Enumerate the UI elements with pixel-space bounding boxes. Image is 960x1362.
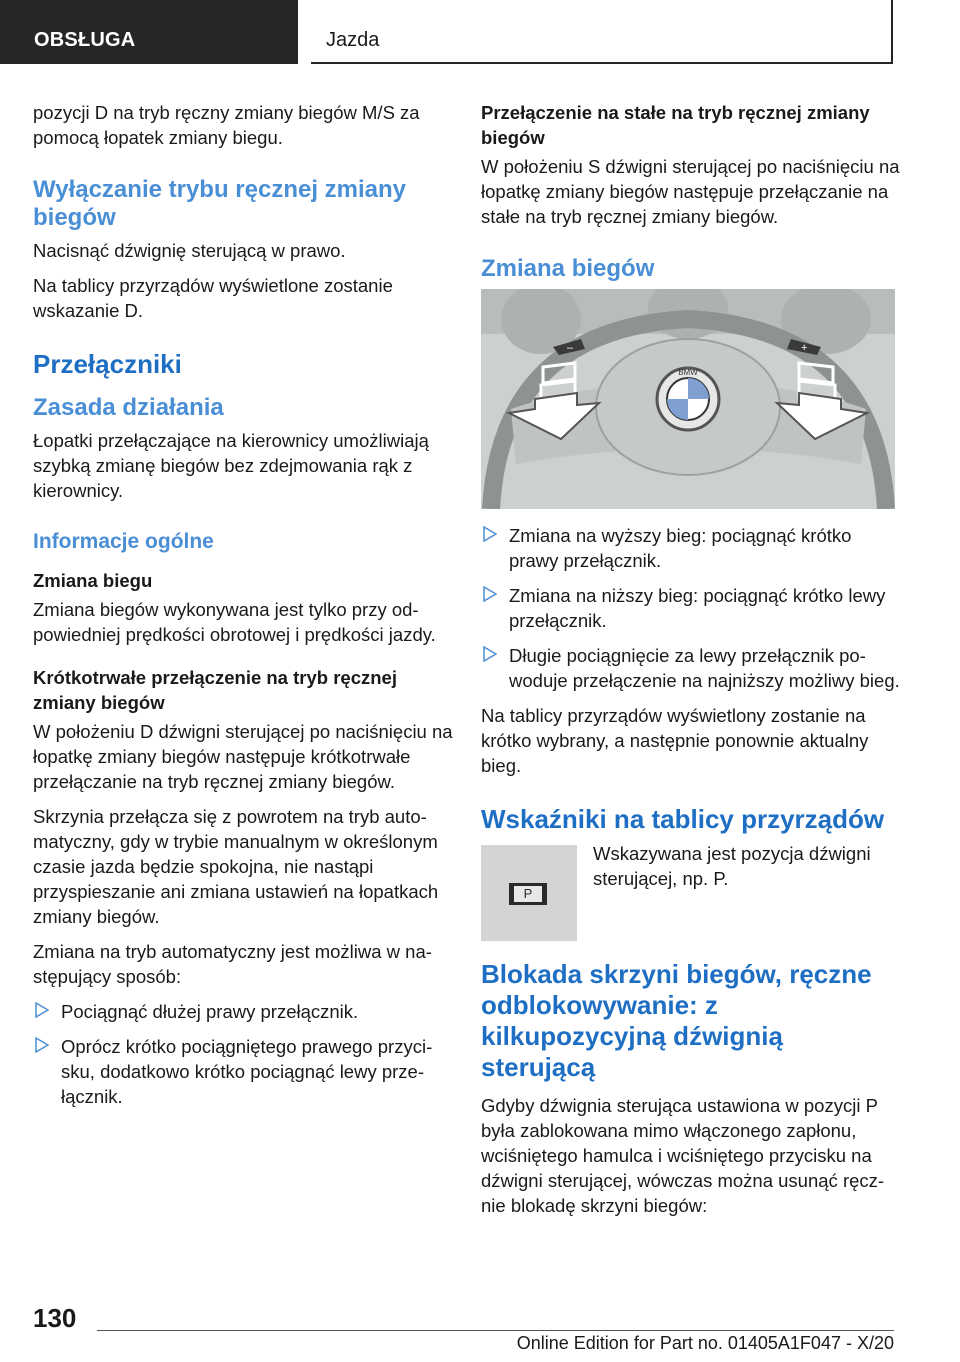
chapter-tab — [311, 0, 893, 64]
list-item: Pociągnąć dłużej prawy przełącznik. — [33, 999, 453, 1024]
list-item: Zmiana na niższy bieg: pociągnąć krótko lewy przełącznik. — [481, 583, 901, 633]
footer-divider — [97, 1330, 894, 1331]
bmw-logo-text: BMW — [678, 368, 698, 377]
selector-p-indicator-image — [481, 845, 577, 941]
edition-text: Online Edition for Part no. 01405A1F047 - X/20 — [516, 1333, 894, 1353]
indicator-letter: P — [523, 886, 533, 901]
paddle-plus-label: + — [801, 342, 808, 354]
text-display-gear: Na tablicy przyrządów wyświetlony zostanie na krótko wybrany, a następnie ponownie aktualny bieg. — [481, 705, 869, 776]
text-indicator: Wskazywana jest pozycja dźwigni sterującej, np. P. — [593, 843, 871, 889]
text-display-d: Na tablicy przyrządów wyświetlone zostanie wskazanie D. — [33, 275, 393, 321]
heading-general: Informacje ogólne — [33, 530, 214, 553]
heading-principle: Zasada działania — [33, 394, 224, 421]
triangle-bullet-icon — [483, 586, 497, 602]
text-press-lever: Nacisnąć dźwignię sterującą w prawo. — [33, 240, 346, 261]
triangle-bullet-icon — [483, 526, 497, 542]
heading-gear-shift: Zmiana biegów — [481, 255, 655, 282]
indicator-row — [481, 845, 901, 941]
steering-wheel-paddles-image — [481, 289, 895, 509]
list-item: Długie pociągnięcie za lewy przełącznik powoduje przełączenie na najniższy możliwy bieg. — [481, 643, 901, 693]
heading-indicators: Wskaźniki na tablicy przyrządów — [481, 804, 885, 834]
triangle-bullet-icon — [35, 1002, 49, 1018]
text-short-manual-3: Zmiana na tryb automatyczny jest możliwa w następujący sposób: — [33, 941, 432, 987]
left-column — [33, 100, 453, 1119]
text-transmission-lock: Gdyby dźwignia sterująca ustawiona w pozycji P była zablokowana mimo włączonego zapłonu, wciśniętego hamulca i wciśniętego przycisku na dźwigni sterującej, wówczas można usunąć ręcznie blokadę skrzyni biegów: — [481, 1095, 885, 1216]
chapter-label: Jazda — [326, 29, 380, 51]
subheading-gear-change: Zmiana biegu — [33, 570, 153, 591]
list-item: Zmiana na wyższy bieg: pociągnąć krótko prawy przełącznik. — [481, 523, 901, 573]
subheading-short-manual: Krótkotrwałe przełączenie na tryb ręcznej zmiany biegów — [33, 667, 397, 713]
text-permanent-manual: W położeniu S dźwigni sterującej po naciśnięciu na łopatkę zmiany biegów następuje przełączanie na stałe na tryb ręcznej zmiany biegów. — [481, 156, 900, 227]
section-label: OBSŁUGA — [34, 29, 136, 51]
text-short-manual-2: Skrzynia przełącza się z powrotem na tryb automatyczny, gdy w trybie manualnym w określonym czasie jazda będzie spokojna, nie nastąpi przyspieszanie ani zmiana ustawień na łopatkach zmiany biegów. — [33, 806, 439, 927]
subheading-permanent-manual: Przełączenie na stałe na tryb ręcznej zmiany biegów — [481, 102, 870, 148]
triangle-bullet-icon — [483, 646, 497, 662]
text-gear-change: Zmiana biegów wykonywana jest tylko przy odpowiedniej prędkości obrotowej i prędkości jazdy. — [33, 599, 436, 645]
text-short-manual-1: W położeniu D dźwigni sterującej po naciśnięciu na łopatkę zmiany biegów następuje krótkotrwałe przełączanie na tryb ręcznej zmiany biegów. — [33, 721, 453, 792]
gear-shift-list — [481, 523, 901, 693]
page-number: 130 — [33, 1303, 77, 1333]
heading-manual-off: Wyłączanie trybu ręcznej zmiany biegów — [33, 176, 407, 231]
heading-transmission-lock: Blokada skrzyni biegów, ręczne odblokowywanie: z kilkupozycyjną dźwignią sterującą — [481, 959, 872, 1082]
list-item: Oprócz krótko pociągniętego prawego przycisku, dodatkowo krótko pociągnąć lewy przełącznik. — [33, 1034, 453, 1109]
right-column — [481, 100, 901, 1228]
auto-mode-list — [33, 999, 453, 1109]
paddle-minus-label: – — [567, 342, 574, 354]
section-tab — [0, 0, 298, 64]
heading-switches: Przełączniki — [33, 349, 182, 379]
intro-text: pozycji D na tryb ręczny zmiany biegów M/S za pomocą łopatek zmiany biegu. — [33, 102, 420, 148]
text-principle: Łopatki przełączające na kierownicy umożliwiają szybką zmianę biegów bez zdejmowania rąk z kierownicy. — [33, 430, 429, 501]
triangle-bullet-icon — [35, 1037, 49, 1053]
